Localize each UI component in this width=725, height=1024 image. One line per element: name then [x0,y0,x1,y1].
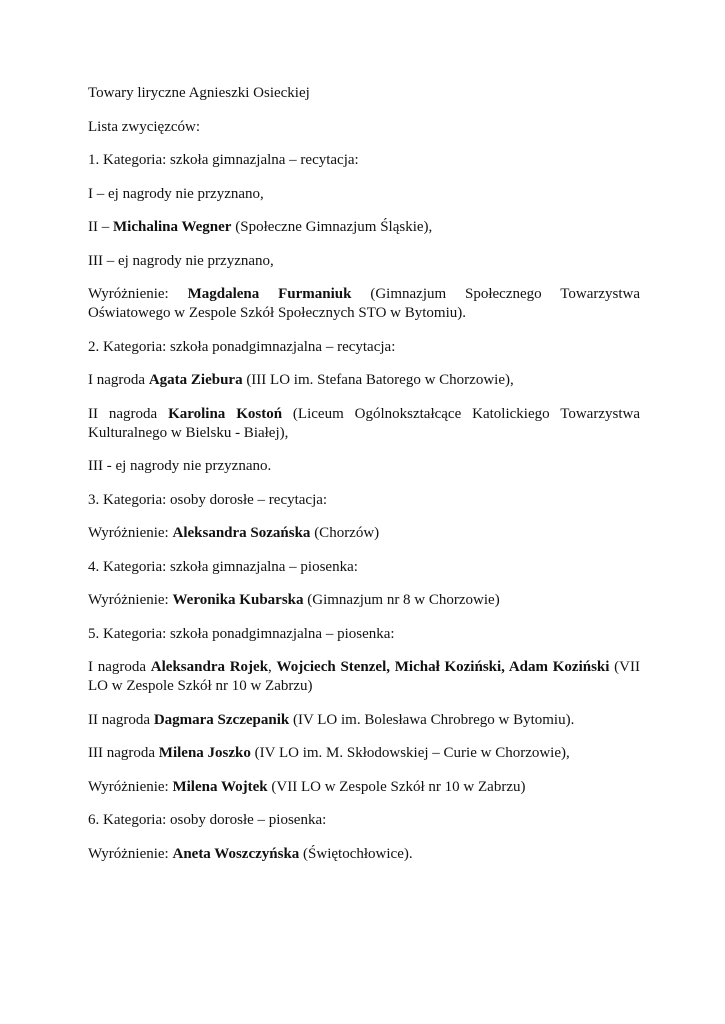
paragraph-text: (III LO im. Stefana Batorego w Chorzowie), [242,372,514,388]
winner-name: Milena Joszko [158,745,251,761]
paragraph-text: III – ej nagrody nie przyznano, [88,252,274,269]
winner-name: Aleksandra Rojek [150,659,269,675]
paragraph-text: (VII LO w Zespole Szkół nr 10 w Zabrzu) [267,778,526,795]
winners-paragraph [88,744,640,763]
winners-paragraph [88,845,640,864]
paragraph-text: 6. Kategoria: osoby dorosłe – piosenka: [88,812,327,828]
paragraph-text: Wyróżnienie: [88,286,188,302]
winners-paragraph [88,405,640,443]
paragraph-text: II nagroda [88,711,154,728]
paragraph-text: 5. Kategoria: szkoła ponadgimnazjalna – piosenka: [88,625,395,642]
winners-list-heading: Lista zwycięzców: [88,118,201,135]
winner-name: Agata Ziebura [148,372,243,388]
winners-paragraph [88,338,640,357]
winner-name: Aneta Woszczyńska [172,845,300,862]
paragraph-text: (Świętochłowice). [299,845,413,862]
paragraph-text: (VII LO w Zespole Szkół nr 10 w Zabrzu) [88,659,640,694]
paragraph-text: Wyróżnienie: [88,525,173,541]
winners-paragraph [88,524,640,543]
winner-name: Magdalena Furmaniuk [187,286,352,302]
paragraph-text: III nagroda [88,745,159,761]
paragraph-text: (Gimnazjum nr 8 w Chorzowie) [303,592,500,608]
winners-paragraph [88,591,640,610]
winner-name: Michalina Wegner [113,219,232,235]
winners-paragraph [88,371,640,390]
winner-name: Milena Wojtek [172,778,268,795]
winners-paragraph [88,218,640,237]
winners-paragraph [88,811,640,830]
paragraph-text: II – [88,219,113,235]
winners-paragraph [88,491,640,510]
paragraph-text: (Chorzów) [310,525,380,541]
winner-name: Karolina Kostoń [168,405,283,422]
paragraph-text: Wyróżnienie: [88,592,173,608]
winners-paragraph [88,711,640,730]
document-title: Towary liryczne Agnieszki Osieckiej [88,85,310,101]
paragraph-text: Wyróżnienie: [88,778,173,795]
winner-name: Wojciech Stenzel, Michał Koziński, Adam Koziński [276,659,610,675]
winners-paragraph [88,457,640,476]
winners-paragraph [88,778,640,797]
winners-paragraph [88,252,640,271]
winners-paragraph [88,558,640,577]
paragraph-text: 3. Kategoria: osoby dorosłe – recytacja: [88,491,328,508]
paragraph-text: 1. Kategoria: szkoła gimnazjalna – recytacja: [88,152,359,168]
paragraph-text: (Gimnazjum Społecznego Towarzystwa Oświatowego w Zespole Szkół Społecznych STO w Bytomiu). [88,286,640,321]
winner-name: Dagmara Szczepanik [153,711,290,728]
winner-name: Weronika Kubarska [172,592,304,608]
paragraph-text: Wyróżnienie: [88,845,173,862]
winner-name: Aleksandra Sozańska [172,525,311,541]
winners-paragraph [88,285,640,323]
paragraph-text: 2. Kategoria: szkoła ponadgimnazjalna – recytacja: [88,338,396,355]
paragraph-text: , [268,659,277,675]
paragraph-text: (IV LO im. M. Skłodowskiej – Curie w Chorzowie), [250,745,570,761]
paragraph-text: 4. Kategoria: szkoła gimnazjalna – piosenka: [88,558,358,575]
paragraph-text: III - ej nagrody nie przyznano. [88,458,272,474]
winners-paragraph [88,625,640,644]
winners-paragraph [88,151,640,170]
paragraph-text: (IV LO im. Bolesława Chrobrego w Bytomiu). [289,711,575,728]
document-page [88,84,640,878]
paragraph-text: I nagroda [88,659,151,675]
paragraph-text: I – ej nagrody nie przyznano, [88,185,264,202]
paragraph-text: (Liceum Ogólnokształcące Katolickiego Towarzystwa Kulturalnego w Bielsku - Białej), [88,405,640,441]
paragraph-text: (Społeczne Gimnazjum Śląskie), [231,219,433,235]
winners-paragraph [88,658,640,696]
winners-list [88,151,640,864]
paragraph-text: II nagroda [88,405,169,422]
winners-paragraph [88,185,640,204]
paragraph-text: I nagroda [88,372,149,388]
